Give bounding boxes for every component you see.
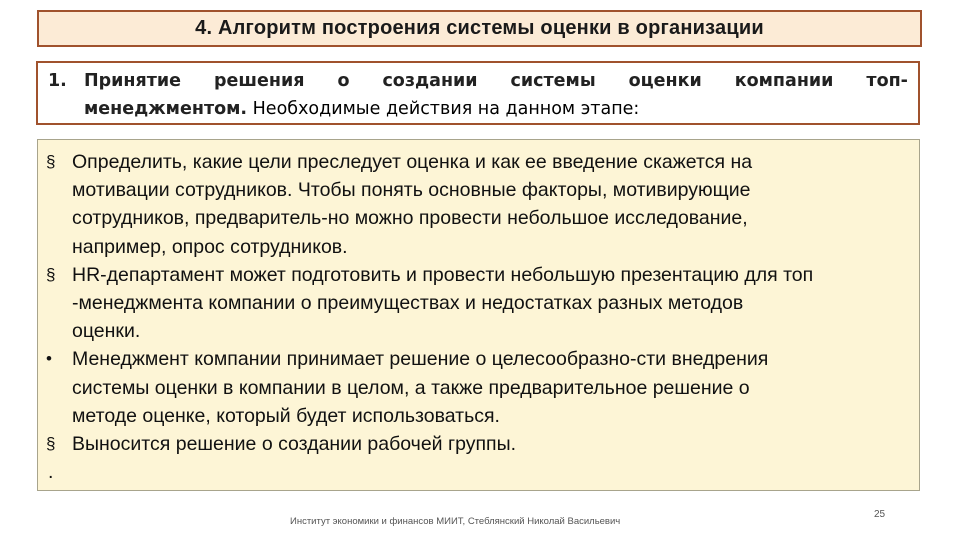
step-word: о <box>337 71 350 91</box>
step-word: решения <box>214 71 305 91</box>
round-bullet-icon: • <box>46 349 52 369</box>
slide-title: 4. Алгоритм построения системы оценки в организации <box>195 17 764 39</box>
bullet-item <box>46 261 909 346</box>
content-box <box>37 139 920 491</box>
step-word: оценки <box>628 71 702 91</box>
bullet-line: Менеджмент компании принимает решение о целесообразно-сти внедрения <box>72 348 769 371</box>
bullet-line: Определить, какие цели преследует оценка и как ее введение скажется на <box>72 151 753 173</box>
step-bold-text: менеджментом. <box>84 99 248 119</box>
bullet-line: системы оценки в компании в целом, а также предварительное решение о <box>72 376 750 399</box>
bullet-line: сотрудников, предваритель-но можно провести небольшое исследование, <box>72 207 748 230</box>
bullet-line: Выносится решение о создании рабочей группы. <box>72 433 517 456</box>
step-word: компании <box>734 71 834 91</box>
step-word: 1. Принятие <box>48 67 181 95</box>
bullet-line: -менеджмента компании о преимуществах и недостатках разных методов <box>72 292 744 315</box>
step-word: системы <box>510 71 596 91</box>
section-bullet-icon: § <box>46 152 56 171</box>
bullet-item <box>46 148 909 261</box>
step-line-1 <box>48 67 908 95</box>
bullet-line: например, опрос сотрудников. <box>72 235 348 258</box>
bullet-line: HR-департамент может подготовить и провести небольшую презентацию для топ <box>72 263 814 286</box>
trailing-dot: . <box>48 461 54 484</box>
bullet-line: оценки. <box>72 320 141 343</box>
step-number: 1. <box>48 71 67 91</box>
bullet-line: методе оценке, который будет использоваться. <box>72 404 500 427</box>
page-number: 25 <box>874 509 886 520</box>
bullet-line: мотивации сотрудников. Чтобы понять основные факторы, мотивирующие <box>72 179 751 202</box>
slide-title-box <box>37 10 922 47</box>
step-line-2 <box>48 95 908 123</box>
step-box <box>36 61 920 125</box>
footer-author: Институт экономики и финансов МИИТ, Стеблянский Николай Васильевич <box>290 516 621 527</box>
bullet-item <box>46 345 909 430</box>
step-normal-text: Необходимые действия на данном этапе: <box>247 99 640 119</box>
bullet-item <box>46 430 909 458</box>
section-bullet-icon: § <box>46 434 56 454</box>
step-word: создании <box>382 71 478 91</box>
step-word: топ- <box>866 71 908 91</box>
section-bullet-icon: § <box>46 264 56 284</box>
